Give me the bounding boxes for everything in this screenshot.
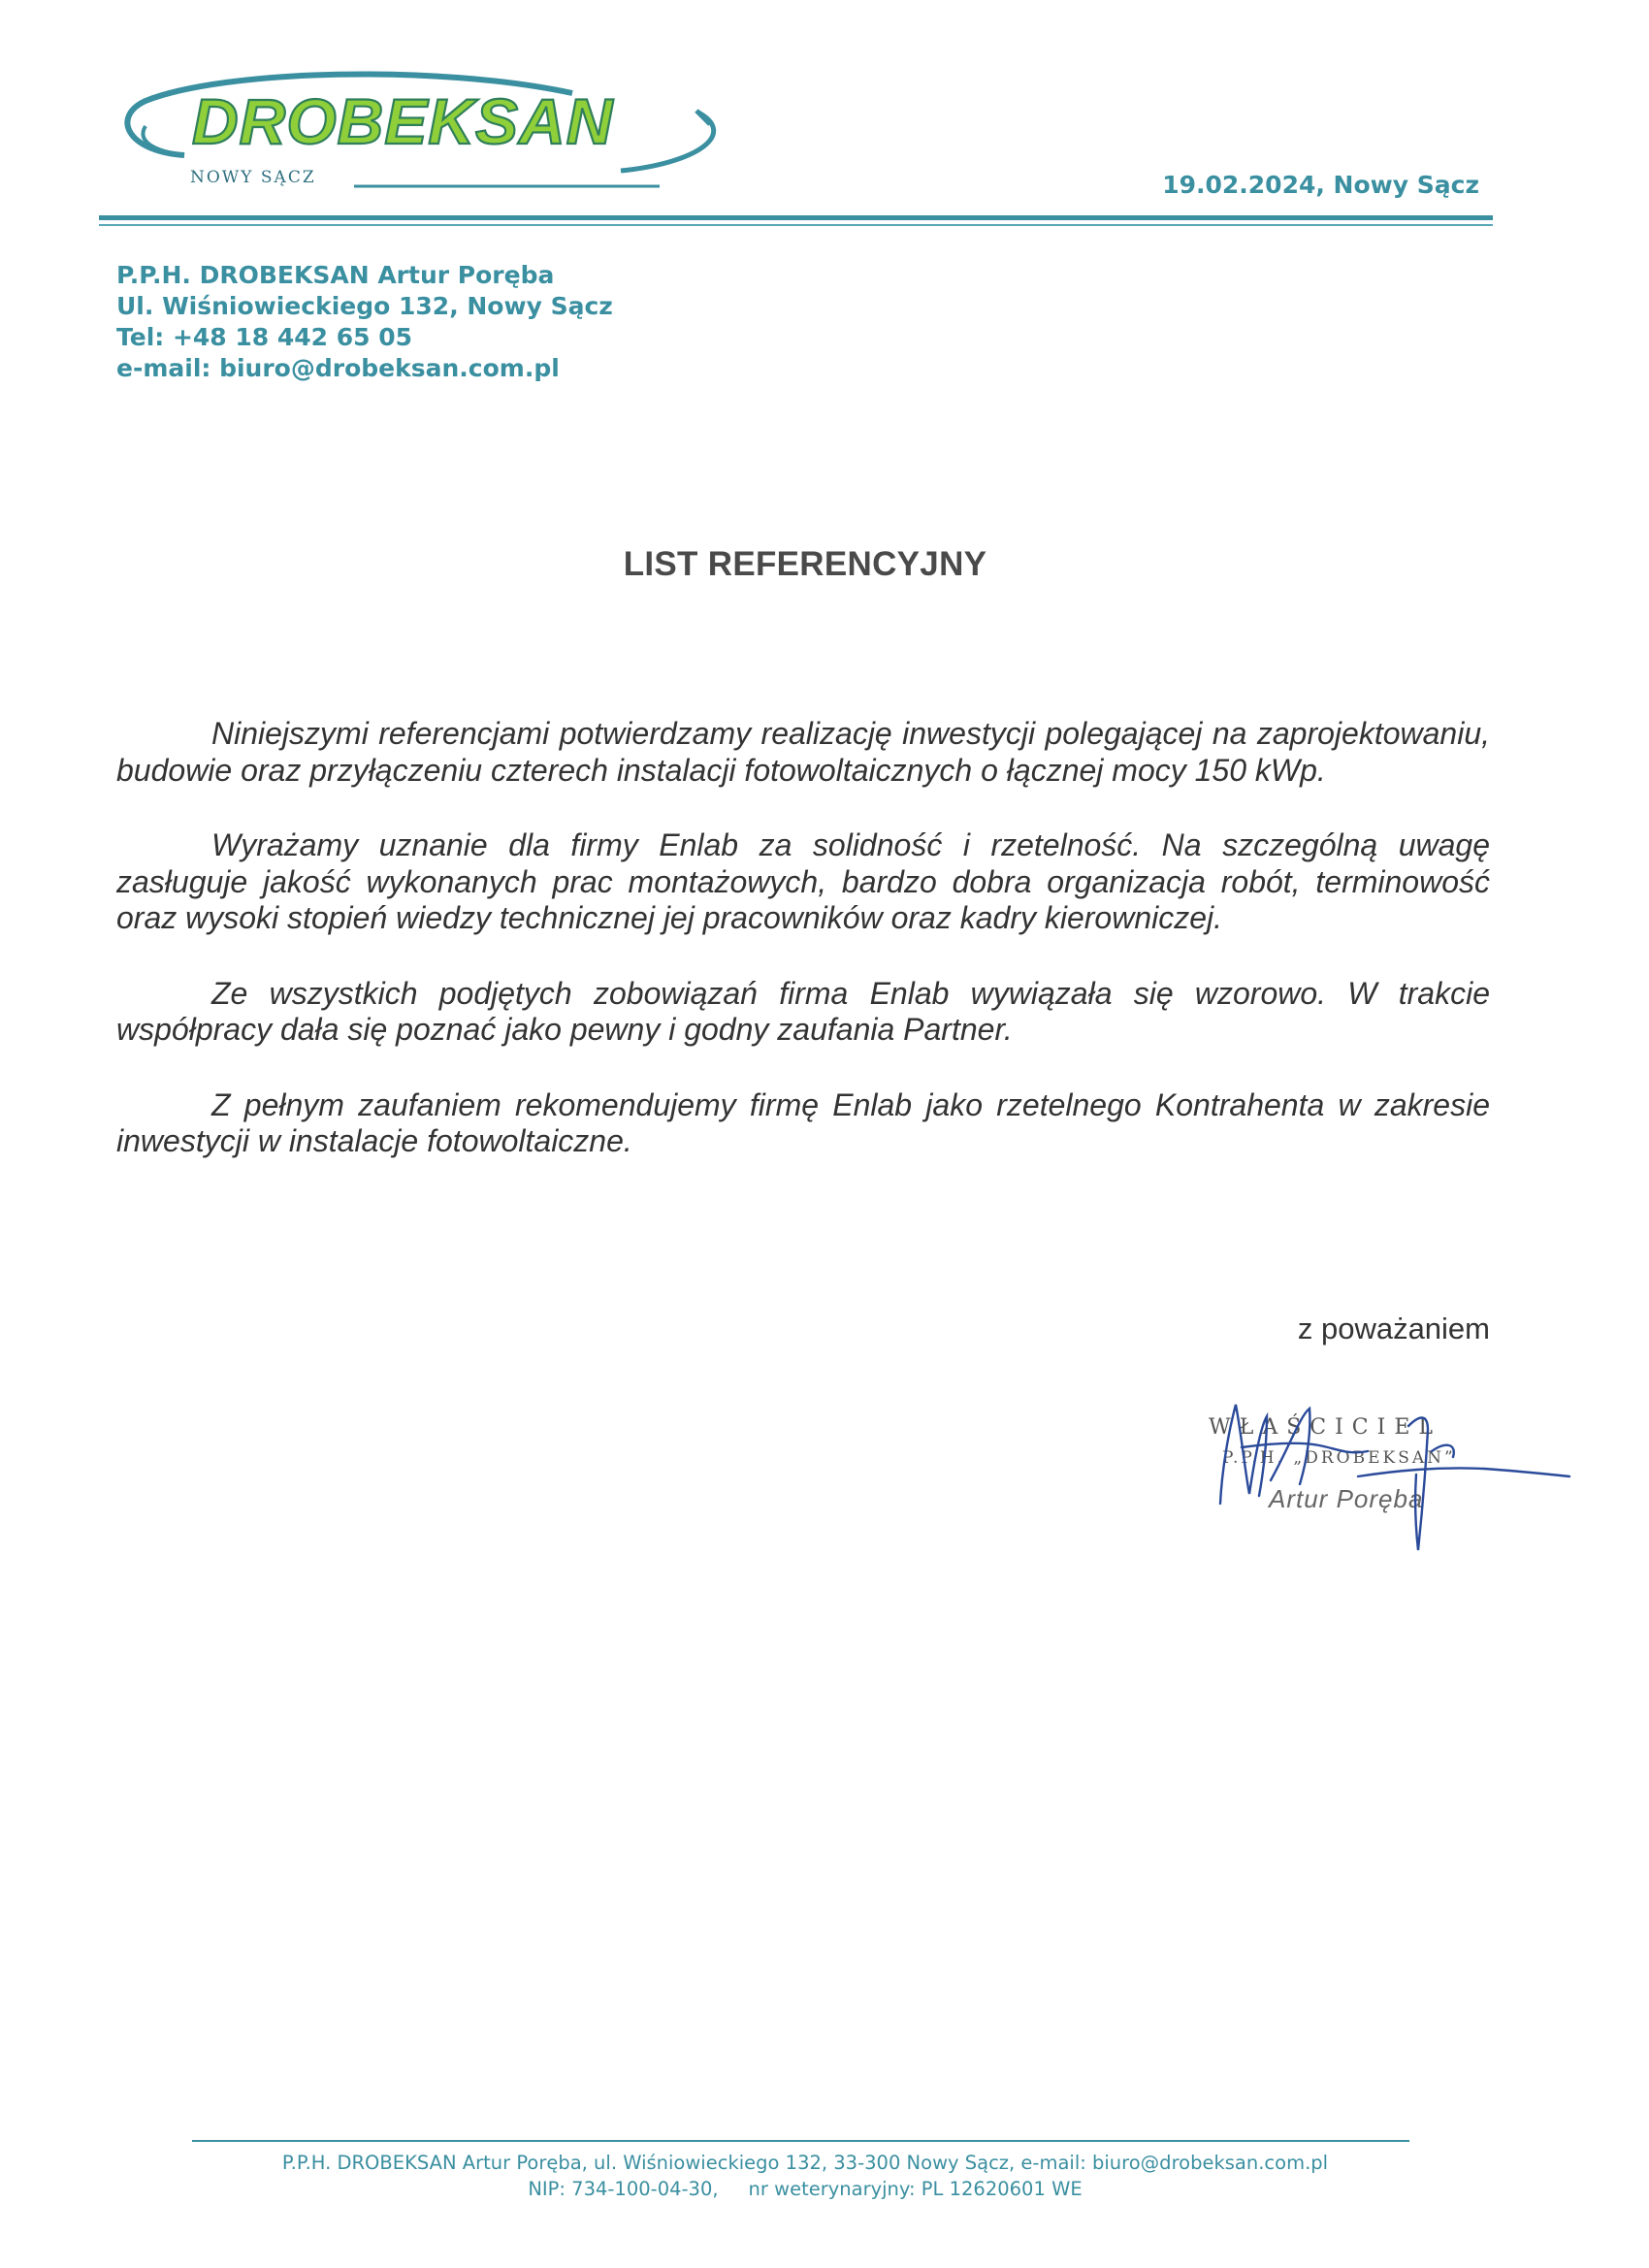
footer-company-line: P.P.H. DROBEKSAN Artur Poręba, ul. Wiśniowieckiego 132, 33-300 Nowy Sącz, e-mail: biuro@drobeksan.com.pl xyxy=(281,2152,1329,2174)
stamp-owner-name: Artur Poręba xyxy=(1269,1484,1424,1513)
closing-text: z poważaniem xyxy=(1297,1312,1490,1345)
header-rule-thin xyxy=(99,224,1493,226)
paragraph: Z pełnym zaufaniem rekomendujemy firmę Enlab jako rzetelnego Kontrahenta w zakresie inwestycji w instalacje fotowoltaiczne. xyxy=(116,1086,1490,1158)
logo-subtitle: NOWY SĄCZ xyxy=(190,168,316,187)
sender-address: Ul. Wiśniowieckiego 132, Nowy Sącz xyxy=(116,292,613,320)
stamp-title: WŁAŚCICIEL xyxy=(1209,1415,1442,1440)
paragraph: Niniejszymi referencjami potwierdzamy realizację inwestycji polegającej na zaprojektowaniu, budowie oraz przyłączeniu czterech instalacji fotowoltaicznych o łącznej mocy 150 kWp. xyxy=(116,716,1490,788)
drobeksan-logo xyxy=(116,66,737,202)
header-rule xyxy=(99,215,1493,220)
footer-rule xyxy=(192,2140,1409,2142)
document-title: LIST REFERENCYJNY xyxy=(623,545,987,583)
paragraph: Wyrażamy uznanie dla firmy Enlab za solidność i rzetelność. Na szczególną uwagę zasługuje jakość wykonanych prac montażowych, bardzo dobra organizacja robót, terminowość oraz wysoki stopień wiedzy technicznej jej pracowników oraz kadry kierowniczej. xyxy=(116,827,1490,935)
footer-registration-line: NIP: 734-100-04-30, nr weterynaryjny: PL 12620601 WE xyxy=(528,2178,1083,2200)
stamp-company: P.P.H. „DROBEKSAN” xyxy=(1222,1448,1456,1468)
owner-stamp-signature xyxy=(1203,1387,1591,1562)
sender-email: e-mail: biuro@drobeksan.com.pl xyxy=(116,354,560,382)
date-place: 19.02.2024, Nowy Sącz xyxy=(1162,171,1479,199)
logo-wordmark: DROBEKSAN xyxy=(192,85,614,157)
letter-body xyxy=(116,716,1490,1199)
sender-block xyxy=(116,260,613,384)
paragraph: Ze wszystkich podjętych zobowiązań firma Enlab wywiązała się wzorowo. W trakcie współpracy dała się poznać jako pewny i godny zaufania Partner. xyxy=(116,975,1490,1047)
sender-name: P.P.H. DROBEKSAN Artur Poręba xyxy=(116,261,555,289)
sender-phone: Tel: +48 18 442 65 05 xyxy=(116,323,413,351)
